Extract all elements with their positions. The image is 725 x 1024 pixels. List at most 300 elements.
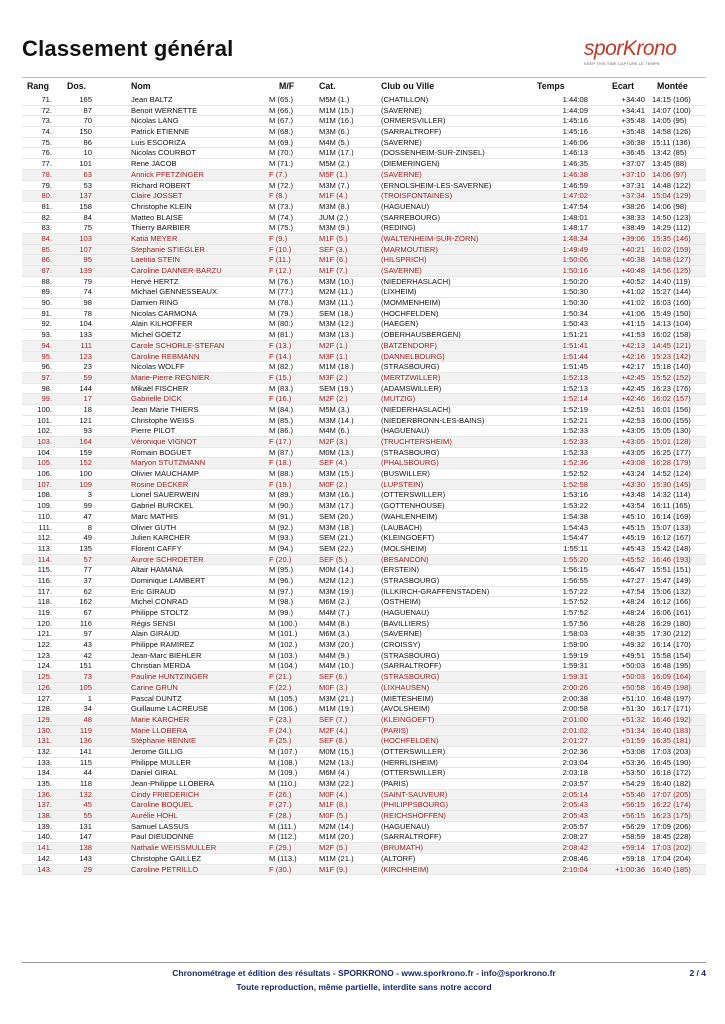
- cell-cat: M6M (3.): [319, 629, 350, 639]
- cell-nom: Jean-Marc BIEHLER: [131, 650, 202, 660]
- cell-montee: 16:18 (172): [652, 768, 691, 778]
- cell-nom: Marc MATHIS: [131, 511, 179, 521]
- cell-nom: Nathalie WEISSMULLER: [131, 843, 217, 853]
- cell-club: (SAINT-SAUVEUR): [381, 789, 448, 799]
- cell-cat: M2F (2.): [319, 394, 348, 404]
- cell-nom: Alain GIRAUD: [131, 629, 180, 639]
- cell-temps: 1:50:30: [562, 298, 588, 308]
- cell-mf: F (7.): [269, 169, 288, 179]
- table-row: [22, 341, 706, 352]
- cell-nom: Alain KILHOFFER: [131, 319, 193, 329]
- cell-montee: 16:02 (157): [652, 394, 691, 404]
- cell-mf: F (9.): [269, 233, 288, 243]
- cell-montee: 15:47 (149): [652, 575, 691, 585]
- cell-club: (TROISFONTAINES): [381, 191, 453, 201]
- cell-cat: M1F (7.): [319, 266, 348, 275]
- cell-dos: 98: [83, 298, 92, 308]
- table-row: [22, 523, 706, 534]
- cell-montee: 17:04 (204): [652, 853, 691, 863]
- cell-montee: 16:14 (170): [652, 640, 691, 650]
- cell-cat: M3M (7.): [319, 180, 350, 190]
- cell-temps: 2:01:02: [562, 725, 588, 735]
- cell-montee: 16:40 (183): [652, 725, 691, 735]
- cell-rang: 116.: [37, 575, 52, 585]
- cell-cat: M3M (16.): [319, 490, 354, 500]
- cell-ecart: +37:34: [621, 191, 645, 201]
- cell-mf: M (100.): [269, 618, 298, 628]
- header-divider: [22, 77, 706, 78]
- cell-temps: 1:52:14: [562, 394, 588, 404]
- cell-dos: 55: [83, 811, 92, 821]
- cell-mf: M (109.): [269, 768, 298, 778]
- cell-montee: 14:06 (98): [652, 201, 687, 211]
- cell-temps: 1:45:16: [562, 116, 588, 126]
- cell-temps: 1:57:52: [562, 608, 588, 617]
- table-row: [22, 181, 706, 192]
- cell-rang: 75.: [41, 137, 52, 147]
- cell-nom: Véronique VIGNOT: [131, 437, 197, 446]
- cell-mf: F (23.): [269, 714, 292, 724]
- cell-club: (REICHSHOFFEN): [381, 811, 446, 821]
- cell-mf: M (113.): [269, 853, 297, 863]
- cell-cat: SEM (18.): [319, 308, 354, 318]
- cell-montee: 14:13 (104): [652, 319, 691, 329]
- cell-rang: 126.: [37, 682, 52, 692]
- cell-nom: Philippe MULLER: [131, 757, 191, 767]
- col-dos: Dos.: [67, 81, 87, 91]
- footer: [22, 966, 706, 994]
- cell-rang: 132.: [37, 746, 52, 756]
- cell-cat: SEF (6.): [319, 672, 348, 682]
- cell-dos: 59: [83, 372, 92, 382]
- cell-nom: Carine GRUN: [131, 682, 178, 692]
- cell-montee: 16:12 (166): [652, 597, 691, 607]
- cell-club: (ORMERSVILLER): [381, 116, 446, 126]
- cell-mf: F (21.): [269, 672, 292, 682]
- cell-montee: 16:48 (197): [652, 693, 691, 703]
- cell-cat: M5M (1.): [319, 95, 350, 104]
- table-row: [22, 651, 706, 662]
- cell-temps: 1:52:33: [562, 437, 588, 446]
- cell-ecart: +42:13: [621, 340, 645, 350]
- table-row: [22, 736, 706, 747]
- cell-club: (REDING): [381, 223, 416, 233]
- cell-dos: 3: [87, 490, 92, 500]
- cell-club: (NIEDERBRONN-LES-BAINS): [381, 415, 485, 425]
- cell-ecart: +43:08: [621, 458, 645, 468]
- cell-cat: SEF (3.): [319, 244, 348, 254]
- table-row: [22, 277, 706, 288]
- logo-tagline: KEEP THIS TIME CAPTURE LE TEMPS: [584, 61, 660, 66]
- cell-club: (ALTORF): [381, 853, 416, 863]
- cell-mf: M (106.): [269, 704, 298, 714]
- cell-ecart: +37:10: [621, 169, 645, 179]
- cell-ecart: +42:51: [621, 404, 645, 414]
- cell-mf: M (81.): [269, 330, 294, 340]
- cell-cat: M3M (14.): [319, 415, 354, 425]
- cell-montee: 15:23 (142): [652, 351, 691, 361]
- cell-nom: Stephanie STIEGLER: [131, 244, 205, 254]
- cell-cat: SEF (8.): [319, 736, 348, 746]
- cell-mf: M (101.): [269, 629, 298, 639]
- cell-montee: 14:58 (126): [652, 127, 691, 137]
- cell-temps: 1:52:36: [562, 458, 588, 468]
- cell-nom: Paul DIEUDONNE: [131, 832, 194, 842]
- cell-ecart: +42:45: [621, 383, 645, 393]
- cell-club: (PARIS): [381, 779, 409, 788]
- table-row: [22, 854, 706, 865]
- cell-dos: 139: [79, 266, 92, 275]
- table-row: [22, 384, 706, 395]
- cell-cat: M6M (4.): [319, 768, 350, 778]
- cell-mf: M (97.): [269, 586, 294, 596]
- cell-dos: 119: [79, 725, 92, 735]
- cell-cat: M0M (15.): [319, 746, 354, 756]
- cell-rang: 90.: [41, 298, 52, 308]
- cell-cat: M5F (1.): [319, 169, 348, 179]
- cell-club: (HERRLISHEIM): [381, 757, 438, 767]
- cell-cat: M0M (14.): [319, 565, 354, 575]
- cell-montee: 17:07 (205): [652, 789, 691, 799]
- table-row: [22, 458, 706, 469]
- cell-club: (MUTZIG): [381, 394, 416, 404]
- cell-club: (HOCHFELDEN): [381, 308, 439, 318]
- cell-dos: 165: [79, 95, 92, 104]
- cell-club: (STRASBOURG): [381, 575, 440, 585]
- cell-nom: Lionel SAUERWEIN: [131, 490, 200, 500]
- cell-temps: 2:05:14: [562, 789, 588, 799]
- cell-mf: F (26.): [269, 789, 292, 799]
- cell-dos: 49: [83, 533, 92, 543]
- cell-ecart: +38:26: [621, 201, 645, 211]
- table-row: [22, 490, 706, 501]
- table-row: [22, 362, 706, 373]
- cell-nom: Benoit WERNETTE: [131, 105, 198, 115]
- cell-nom: Aurélie HOHL: [131, 811, 178, 821]
- cell-montee: 14:58 (127): [652, 255, 691, 265]
- table-row: [22, 619, 706, 630]
- cell-ecart: +45:15: [621, 522, 645, 532]
- cell-ecart: +34:40: [621, 95, 645, 104]
- table-row: [22, 148, 706, 159]
- cell-dos: 67: [83, 608, 92, 617]
- cell-club: (SAVERNE): [381, 629, 422, 639]
- cell-ecart: +36:45: [621, 148, 645, 158]
- cell-dos: 159: [79, 447, 92, 457]
- cell-mf: M (76.): [269, 276, 294, 286]
- cell-montee: 16:09 (164): [652, 672, 691, 682]
- cell-club: (ADAMSWILLER): [381, 383, 442, 393]
- cell-ecart: +39:06: [621, 233, 645, 243]
- cell-rang: 80.: [41, 191, 52, 201]
- cell-montee: 14:45 (121): [652, 340, 691, 350]
- cell-rang: 142.: [37, 853, 52, 863]
- cell-rang: 88.: [41, 276, 52, 286]
- cell-club: (MERTZWILLER): [381, 372, 441, 382]
- cell-temps: 1:52:13: [562, 383, 588, 393]
- cell-club: (HAGUENAU): [381, 201, 430, 211]
- cell-ecart: +41:02: [621, 298, 645, 308]
- cell-dos: 135: [79, 543, 92, 553]
- cell-mf: M (90.): [269, 501, 294, 511]
- table-row: [22, 373, 706, 384]
- cell-mf: M (105.): [269, 693, 298, 703]
- cell-rang: 84.: [41, 233, 52, 243]
- cell-ecart: +51:30: [621, 704, 645, 714]
- cell-dos: 143: [79, 853, 92, 863]
- cell-montee: 16:48 (195): [652, 661, 691, 671]
- cell-cat: M3M (12.): [319, 319, 354, 329]
- cell-cat: M1M (17.): [319, 148, 354, 158]
- cell-temps: 1:52:13: [562, 372, 588, 382]
- cell-rang: 128.: [37, 704, 52, 714]
- cell-nom: Gabrielle DICK: [131, 394, 182, 404]
- cell-mf: M (111.): [269, 821, 297, 831]
- cell-mf: M (99.): [269, 608, 294, 617]
- cell-montee: 16:29 (180): [652, 618, 691, 628]
- cell-cat: M3M (21.): [319, 693, 354, 703]
- cell-dos: 43: [83, 640, 92, 650]
- cell-rang: 76.: [41, 148, 52, 158]
- cell-cat: M4M (10.): [319, 661, 354, 671]
- table-row: [22, 394, 706, 405]
- cell-ecart: +47:54: [621, 586, 645, 596]
- cell-mf: M (94.): [269, 543, 294, 553]
- cell-ecart: +51:59: [621, 736, 645, 746]
- cell-ecart: +56:15: [621, 800, 645, 810]
- cell-club: (SARREBOURG): [381, 212, 441, 222]
- cell-nom: Pierre PILOT: [131, 426, 176, 436]
- table-row: [22, 170, 706, 181]
- cell-montee: 14:56 (125): [652, 266, 691, 275]
- cell-nom: Caroline PETRILLO: [131, 864, 199, 874]
- cell-temps: 2:00:58: [562, 704, 588, 714]
- cell-temps: 1:46:35: [562, 159, 588, 169]
- cell-dos: 75: [83, 223, 92, 233]
- cell-rang: 87.: [41, 266, 52, 275]
- cell-montee: 17:09 (206): [652, 821, 691, 831]
- cell-temps: 1:48:01: [562, 212, 588, 222]
- cell-club: (HAGUENAU): [381, 426, 430, 436]
- cell-cat: M1M (18.): [319, 362, 354, 372]
- cell-nom: Stéphanie RENNIE: [131, 736, 197, 746]
- cell-mf: F (15.): [269, 372, 292, 382]
- cell-dos: 103: [79, 233, 92, 243]
- cell-club: (HILSPRICH): [381, 255, 427, 265]
- cell-nom: Romain BOGUET: [131, 447, 192, 457]
- cell-temps: 1:44:08: [562, 95, 588, 104]
- cell-nom: Patrick ETIENNE: [131, 127, 190, 137]
- cell-mf: F (11.): [269, 255, 291, 265]
- cell-rang: 100.: [37, 404, 52, 414]
- footer-copyright: Toute reproduction, même partielle, interdite sans notre accord: [236, 982, 492, 992]
- cell-ecart: +40:21: [621, 244, 645, 254]
- cell-temps: 1:50:30: [562, 287, 588, 297]
- cell-club: (AVOLSHEIM): [381, 704, 430, 714]
- cell-mf: M (108.): [269, 757, 298, 767]
- cell-ecart: +59:14: [621, 843, 645, 853]
- cell-rang: 120.: [37, 618, 52, 628]
- cell-temps: 2:10:04: [562, 864, 588, 874]
- cell-nom: Carole SCHORLE-STEFAN: [131, 340, 225, 350]
- cell-cat: M3M (18.): [319, 522, 354, 532]
- cell-rang: 140.: [37, 832, 52, 842]
- cell-montee: 14:32 (114): [652, 490, 691, 500]
- cell-mf: F (27.): [269, 800, 292, 810]
- cell-rang: 107.: [37, 479, 52, 489]
- cell-montee: 16:17 (171): [652, 704, 691, 714]
- cell-ecart: +40:52: [621, 276, 645, 286]
- cell-rang: 78.: [41, 169, 52, 179]
- cell-dos: 138: [79, 843, 92, 853]
- cell-temps: 1:59:31: [562, 672, 588, 682]
- cell-montee: 16:02 (159): [652, 244, 691, 254]
- cell-montee: 15:18 (140): [652, 362, 691, 372]
- cell-mf: M (88.): [269, 469, 294, 479]
- cell-club: (OTTERSWILLER): [381, 490, 446, 500]
- cell-dos: 109: [79, 479, 92, 489]
- cell-club: (BAVILLIERS): [381, 618, 429, 628]
- cell-ecart: +55:46: [621, 789, 645, 799]
- cell-nom: Caroline REBMANN: [131, 351, 200, 361]
- cell-mf: F (12.): [269, 266, 292, 275]
- table-row: [22, 405, 706, 416]
- cell-ecart: +36:38: [621, 137, 645, 147]
- cell-dos: 93: [83, 426, 92, 436]
- cell-ecart: +41:02: [621, 287, 645, 297]
- page-number: 2 / 4: [689, 968, 706, 978]
- cell-temps: 1:53:16: [562, 490, 588, 500]
- cell-nom: Rosine DECKER: [131, 479, 189, 489]
- footer-divider: [22, 962, 706, 963]
- table-row: [22, 266, 706, 277]
- cell-temps: 2:05:57: [562, 821, 588, 831]
- cell-nom: Régis SENSI: [131, 618, 176, 628]
- cell-dos: 8: [87, 522, 92, 532]
- cell-temps: 1:50:20: [562, 276, 588, 286]
- cell-cat: M3M (19.): [319, 586, 354, 596]
- cell-rang: 122.: [37, 640, 52, 650]
- table-row: [22, 191, 706, 202]
- table-row: [22, 704, 706, 715]
- cell-cat: M3M (15.): [319, 469, 354, 479]
- cell-ecart: +40:48: [621, 266, 645, 275]
- cell-ecart: +43:05: [621, 437, 645, 446]
- cell-rang: 121.: [37, 629, 52, 639]
- table-row: [22, 747, 706, 758]
- table-row: [22, 726, 706, 737]
- cell-mf: F (25.): [269, 736, 292, 746]
- cell-club: (PARIS): [381, 725, 409, 735]
- cell-rang: 103.: [37, 437, 52, 446]
- cell-mf: M (98.): [269, 597, 294, 607]
- cell-nom: Annick PFETZINGER: [131, 169, 204, 179]
- table-row: [22, 319, 706, 330]
- cell-ecart: +43:05: [621, 426, 645, 436]
- cell-rang: 93.: [41, 330, 52, 340]
- cell-cat: M2F (3.): [319, 437, 348, 446]
- cell-rang: 96.: [41, 362, 52, 372]
- cell-rang: 71.: [41, 95, 52, 104]
- cell-club: (NIEDERHASLACH): [381, 404, 451, 414]
- cell-temps: 1:54:47: [562, 533, 588, 543]
- cell-dos: 136: [79, 736, 92, 746]
- cell-dos: 77: [83, 565, 92, 575]
- cell-dos: 150: [79, 127, 92, 137]
- cell-nom: Thierry BARBIER: [131, 223, 191, 233]
- cell-temps: 2:03:57: [562, 779, 588, 788]
- cell-club: (MIETESHEIM): [381, 693, 434, 703]
- cell-temps: 1:53:22: [562, 501, 588, 511]
- cell-temps: 1:47:54: [562, 201, 588, 211]
- cell-dos: 99: [83, 501, 92, 511]
- cell-ecart: +50:58: [621, 682, 645, 692]
- cell-temps: 2:00:26: [562, 682, 588, 692]
- cell-rang: 123.: [37, 650, 52, 660]
- cell-cat: M1M (20.): [319, 832, 354, 842]
- table-row: [22, 555, 706, 566]
- cell-cat: M1F (5.): [319, 233, 348, 243]
- table-row: [22, 832, 706, 843]
- cell-temps: 2:08:46: [562, 853, 588, 863]
- cell-dos: 63: [83, 169, 92, 179]
- cell-rang: 73.: [41, 116, 52, 126]
- cell-temps: 2:01:00: [562, 714, 588, 724]
- cell-rang: 102.: [37, 426, 52, 436]
- cell-club: (DANNELBOURG): [381, 351, 445, 361]
- cell-rang: 119.: [37, 608, 52, 617]
- cell-rang: 106.: [37, 469, 52, 479]
- cell-dos: 105: [79, 682, 92, 692]
- cell-rang: 99.: [41, 394, 52, 404]
- cell-rang: 74.: [41, 127, 52, 137]
- cell-cat: M1F (8.): [319, 800, 348, 810]
- cell-nom: Nicolas CARMONA: [131, 308, 197, 318]
- cell-ecart: +48:35: [621, 629, 645, 639]
- cell-ecart: +42:53: [621, 415, 645, 425]
- cell-cat: JUM (2.): [319, 212, 349, 222]
- cell-club: (KIRCHHEIM): [381, 864, 429, 874]
- table-row: [22, 597, 706, 608]
- table-row: [22, 106, 706, 117]
- cell-ecart: +45:10: [621, 511, 645, 521]
- cell-rang: 91.: [41, 308, 52, 318]
- cell-ecart: +37:07: [621, 159, 645, 169]
- cell-mf: F (14.): [269, 351, 292, 361]
- cell-ecart: +53:36: [621, 757, 645, 767]
- cell-nom: Mikaël FISCHER: [131, 383, 189, 393]
- cell-rang: 135.: [37, 779, 52, 788]
- cell-ecart: +41:06: [621, 308, 645, 318]
- table-row: [22, 758, 706, 769]
- table-row: [22, 298, 706, 309]
- cell-ecart: +45:52: [621, 554, 645, 564]
- cell-montee: 18:45 (228): [652, 832, 691, 842]
- cell-montee: 16:22 (174): [652, 800, 691, 810]
- cell-temps: 1:52:21: [562, 415, 588, 425]
- cell-dos: 137: [79, 191, 92, 201]
- cell-nom: Gabriel BURCKEL: [131, 501, 194, 511]
- cell-ecart: +51:34: [621, 725, 645, 735]
- table-row: [22, 768, 706, 779]
- cell-nom: Olivier MAUCHAMP: [131, 469, 199, 479]
- cell-nom: Dominique LAMBERT: [131, 575, 206, 585]
- cell-dos: 111: [80, 340, 92, 350]
- cell-ecart: +58:59: [621, 832, 645, 842]
- cell-montee: 16:12 (167): [652, 533, 691, 543]
- cell-cat: M0F (5.): [319, 811, 348, 821]
- cell-nom: Jean Marie THIERS: [131, 404, 199, 414]
